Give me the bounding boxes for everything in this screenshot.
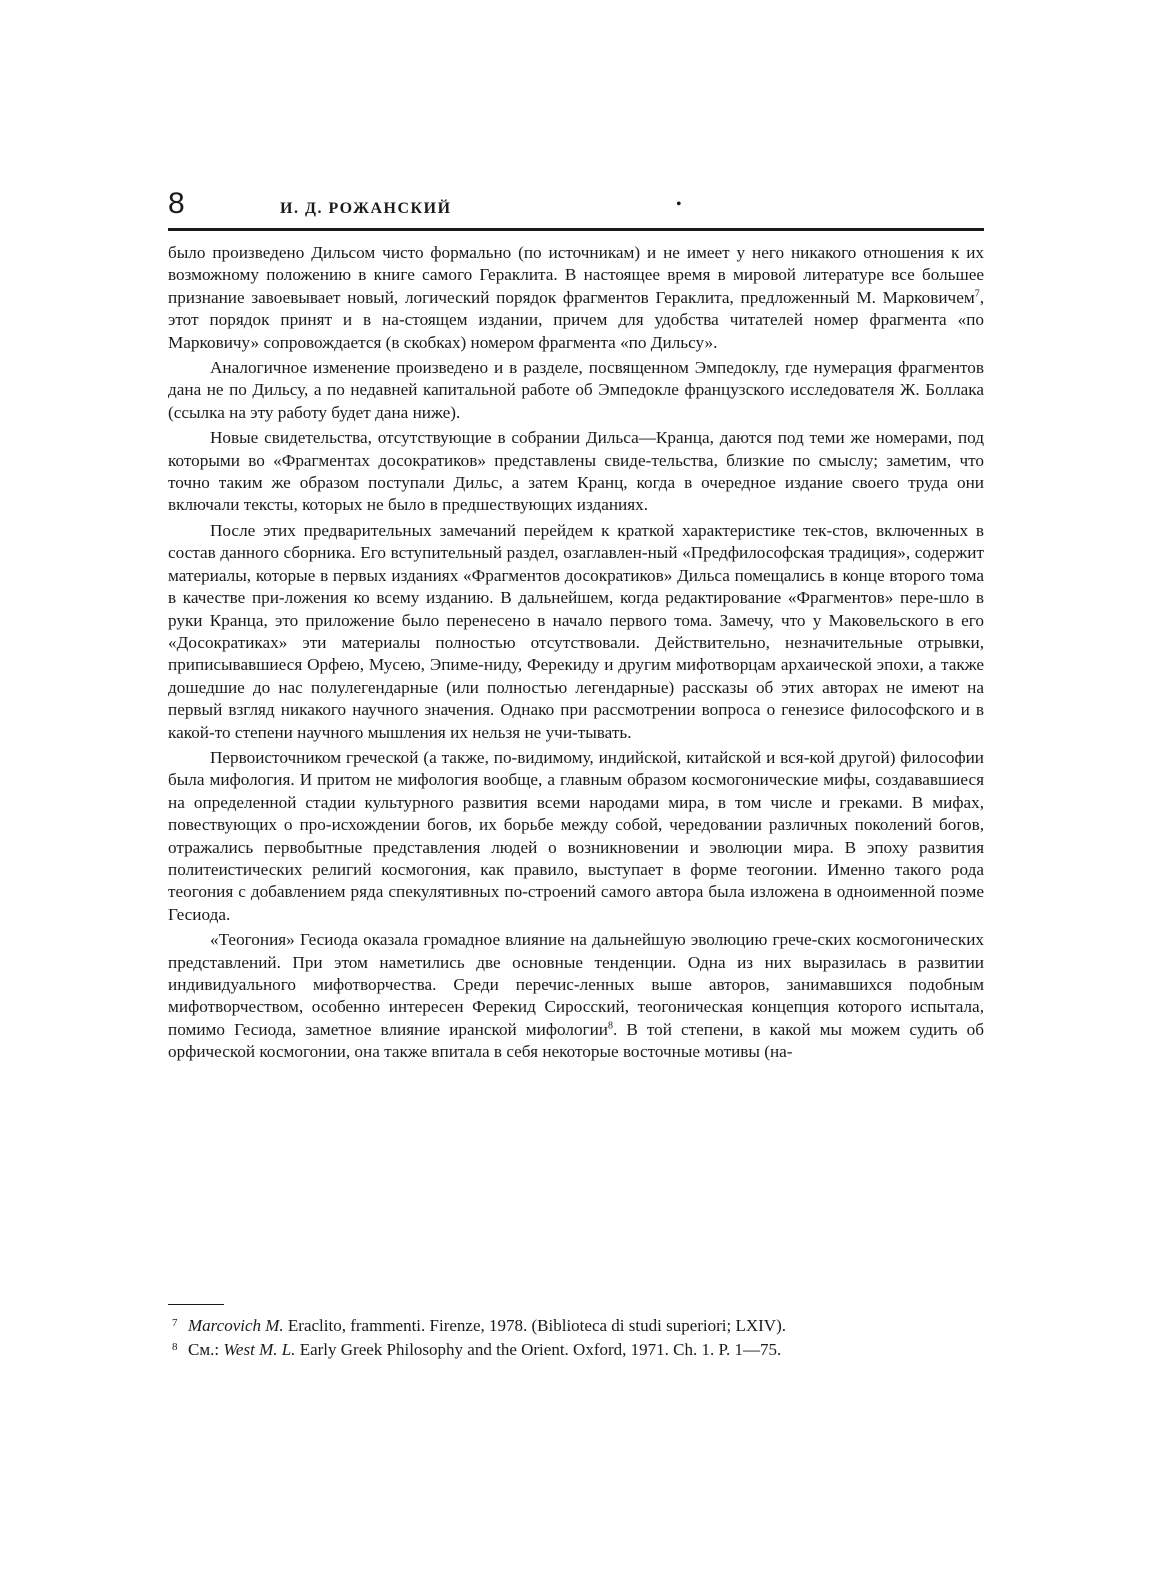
footnote-author: Marcovich M. [188,1316,284,1335]
paragraph: было произведено Дильсом чисто формально (по источникам) и не имеет у него никакого отношения к их возможному положению в книге самого Гераклита. В настоящее время в мировой литературе все большее признание завоевывает новый, логический порядок фрагментов Гераклита, предложенный М. Марковичем$^7$, этот порядок принят и в на-стоящем издании, причем для удобства читателей номер фрагмента «по Марковичу» сопровождается (в скобках) номером фрагмента «по Дильсу». [168,243,984,352]
footnote-ref: 7 [974,288,980,300]
paragraph: Новые свидетельства, отсутствующие в собрании Дильса—Кранца, даются под теми же номерами, под которыми во «Фрагментах досократиков» представлены свиде-тельства, близкие по смыслу; заметим, что точно таким же образом поступали Дильс, а затем Кранц, когда в очередное издание своего труда они включали тексты, которых не было в предшествующих изданиях. [168,428,984,515]
paragraph: «Теогония» Гесиода оказала громадное влияние на дальнейшую эволюцию грече-ских космогонических представлений. При этом наметились две основные тенденции. Одна из них выразилась в развитии индивидуального мифотворчества. Среди перечис-ленных выше авторов, занимавшихся подобным мифотворчеством, особенно интересен Ферекид Сиросский, теогоническая концепция которого испытала, помимо Гесиода, заметное влияние иранской мифологии$^8$. В той степени, в какой мы можем судить об орфической космогонии, она также впитала в себя некоторые восточные мотивы (на- [168,930,985,1062]
footnote-ref: 8 [608,1020,613,1032]
page-number: 8 [168,187,185,220]
header-mark: • [676,196,682,213]
paragraph: После этих предварительных замечаний перейдем к краткой характеристике тек-стов, включенных в состав данного сборника. Его вступительный раздел, озаглавлен-ный «Предфилософская традиция», содержит материалы, которые в первых изданиях «Фрагментов досократиков» Дильса помещались в конце второго тома в качестве при-ложения ко всему изданию. В дальнейшем, когда редактирование «Фрагментов» пере-шло в руки Кранца, это приложение было перенесено в начало первого тома. Замечу, что у Маковельского в его «Досократиках» эти материалы полностью отсутствовали. Действительно, незначительные отрывки, приписывавшиеся Орфею, Мусею, Эпиме-ниду, Ферекиду и другим мифотворцам архаической эпохи, а также дошедшие до нас полулегендарные (или полностью легендарные) рассказы об этих авторах не имеют на первый взгляд никакого научного значения. Однако при рассмотрении вопроса о генезисе философского и в какой-то степени научного мышления их нельзя не учи-тывать. [168,520,984,742]
footnote-author: West M. L. [223,1340,296,1359]
running-title: И. Д. РОЖАНСКИЙ [280,200,452,217]
paragraph: Аналогичное изменение произведено и в разделе, посвященном Эмпедоклу, где нумерация фрагментов дана не по Дильсу, а по недавней капитальной работе об Эмпедокле французского исследователя Ж. Боллака (ссылка на эту работу будет дана ниже). [168,358,984,422]
footnote-separator [168,1304,224,1305]
page-header [168,188,984,230]
header-rule [168,228,984,231]
footnote: 8 См.: West M. L. Early Greek Philosophy and the Orient. Oxford, 1971. Ch. 1. P. 1—75. [168,1340,984,1360]
footnote-mark: 8 [172,1341,178,1353]
paragraph: Первоисточником греческой (а также, по-видимому, индийской, китайской и вся-кой другой) философии была мифология. И притом не мифология вообще, а главным образом космогонические мифы, создававшиеся на определенной стадии культурного развития всеми народами мира, в том числе и греками. В мифах, повествующих о про-исхождении богов, их борьбе между собой, чередовании различных поколений богов, отражались первобытные представления людей о возникновении и эволюции мира. В эпоху развития политеистических религий космогония, как правило, выступает в форме теогонии. Именно такого рода теогония с добавлением ряда спекулятивных по-строений самого автора была изложена в одноименной поэме Гесиода. [168,747,984,924]
footnote: 7 Marcovich M. Eraclito, frammenti. Firenze, 1978. (Biblioteca di studi superiori; LXIV). [168,1316,984,1336]
body-text [168,242,984,1067]
footnote-mark: 7 [172,1317,178,1329]
footnotes [168,1316,984,1364]
